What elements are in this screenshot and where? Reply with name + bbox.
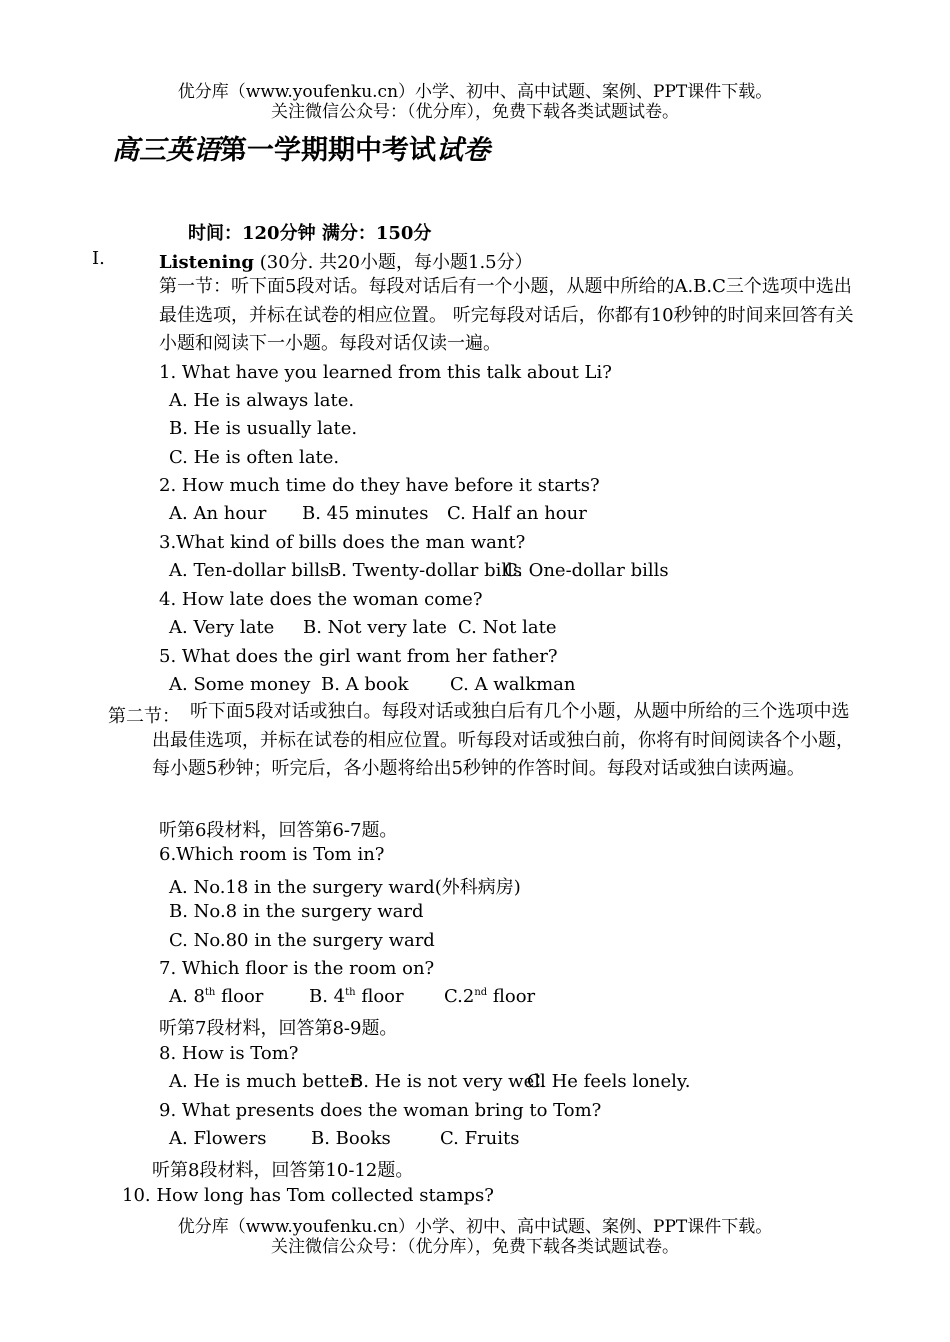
section-name: Listening bbox=[159, 252, 254, 273]
title-part-1: 高三英语 bbox=[112, 135, 220, 166]
question-2: 2. How much time do they have before it starts? bbox=[159, 475, 600, 496]
material-6-note: 听第6段材料，回答第6-7题。 bbox=[159, 820, 398, 841]
material-7-note: 听第7段材料，回答第8-9题。 bbox=[159, 1018, 398, 1039]
exam-info: 时间：120分钟 满分：150分 bbox=[188, 223, 432, 244]
question-9: 9. What presents does the woman bring to Tom? bbox=[159, 1100, 602, 1121]
q3-option-b: B. Twenty-dollar bills bbox=[328, 560, 523, 581]
q5-option-a: A. Some money bbox=[169, 674, 311, 695]
q3-option-a: A. Ten-dollar bills bbox=[169, 560, 330, 581]
question-8: 8. How is Tom? bbox=[159, 1043, 299, 1064]
part2-instructions: 听下面5段对话或独白。每段对话或独白后有几个小题，从题中所给的三个选项中选出最佳选项，并标在试卷的相应位置。听每段对话或独白前，你将有时间阅读各个小题，每小题5秒钟；听完后，各小题将给出5秒钟的作答时间。每段对话或独白读两遍。 bbox=[152, 701, 854, 779]
section-heading bbox=[159, 248, 533, 274]
title-part-2: 第一学期期中考试 bbox=[220, 135, 436, 166]
q8-option-c: C. He feels lonely. bbox=[527, 1071, 691, 1092]
q6-option-b: B. No.8 in the surgery ward bbox=[169, 901, 424, 922]
material-8-note: 听第8段材料，回答第10-12题。 bbox=[152, 1160, 414, 1181]
question-7: 7. Which floor is the room on? bbox=[159, 958, 435, 979]
q5-option-b: B. A book bbox=[321, 674, 409, 695]
question-1: 1. What have you learned from this talk about Li? bbox=[159, 362, 612, 383]
q7-a-sup: th bbox=[204, 987, 216, 998]
q4-option-c: C. Not late bbox=[458, 617, 557, 638]
header-line-2: 关注微信公众号：（优分库），免费下载各类试题试卷。 bbox=[271, 102, 679, 122]
q2-option-a: A. An hour bbox=[169, 503, 267, 524]
q1-option-b: B. He is usually late. bbox=[169, 418, 358, 439]
footer-line-2: 关注微信公众号：（优分库），免费下载各类试题试卷。 bbox=[271, 1237, 679, 1257]
question-10: 10. How long has Tom collected stamps? bbox=[122, 1185, 494, 1206]
q9-option-c: C. Fruits bbox=[440, 1128, 520, 1149]
q4-option-a: A. Very late bbox=[169, 617, 275, 638]
q7-b-post: floor bbox=[355, 986, 404, 1007]
q7-a-post: floor bbox=[215, 986, 264, 1007]
title-part-3: 试卷 bbox=[436, 135, 490, 166]
q7-b-pre: B. 4 bbox=[309, 986, 346, 1007]
q2-option-c: C. Half an hour bbox=[447, 503, 587, 524]
q6-option-c: C. No.80 in the surgery ward bbox=[169, 930, 435, 951]
q6-option-a: A. No.18 in the surgery ward(外科病房) bbox=[169, 877, 521, 898]
question-3: 3.What kind of bills does the man want? bbox=[159, 532, 526, 553]
part2-label: 第二节： bbox=[108, 706, 180, 727]
q5-option-c: C. A walkman bbox=[450, 674, 576, 695]
q7-b-sup: th bbox=[345, 987, 356, 998]
q7-a-pre: A. 8 bbox=[169, 986, 205, 1007]
page-title bbox=[112, 128, 490, 167]
part1-instructions: 第一节：听下面5段对话。每段对话后有一个小题，从题中所给的A.B.C三个选项中选出最佳选项，并标在试卷的相应位置。 听完每段对话后，你都有10秒钟的时间来回答有关小题和阅读下一小题。每段对话仅读一遍。 bbox=[159, 276, 854, 354]
q4-option-b: B. Not very late bbox=[303, 617, 447, 638]
question-4: 4. How late does the woman come? bbox=[159, 589, 483, 610]
footer-line-1: 优分库（www.youfenku.cn）小学、初中、高中试题、案例、PPT课件下载。 bbox=[177, 1217, 773, 1237]
q7-option-b bbox=[309, 986, 404, 1007]
question-6: 6.Which room is Tom in? bbox=[159, 844, 385, 865]
q7-option-a bbox=[169, 986, 263, 1007]
q1-option-c: C. He is often late. bbox=[169, 447, 340, 468]
q2-option-b: B. 45 minutes bbox=[302, 503, 429, 524]
q9-option-a: A. Flowers bbox=[169, 1128, 267, 1149]
q8-option-b: B. He is not very well bbox=[350, 1071, 546, 1092]
section-info: (30分. 共20小题，每小题1.5分） bbox=[254, 252, 533, 273]
q7-c-post: floor bbox=[487, 986, 536, 1007]
q8-option-a: A. He is much better. bbox=[169, 1071, 362, 1092]
q3-option-c: C. One-dollar bills bbox=[504, 560, 669, 581]
q1-option-a: A. He is always late. bbox=[169, 390, 355, 411]
q7-c-sup: nd bbox=[474, 987, 488, 998]
q7-option-c bbox=[444, 986, 535, 1007]
section-number: I. bbox=[92, 248, 105, 269]
header-line-1: 优分库（www.youfenku.cn）小学、初中、高中试题、案例、PPT课件下载。 bbox=[177, 82, 773, 102]
q7-c-pre: C.2 bbox=[444, 986, 475, 1007]
q9-option-b: B. Books bbox=[311, 1128, 391, 1149]
question-5: 5. What does the girl want from her father? bbox=[159, 646, 558, 667]
